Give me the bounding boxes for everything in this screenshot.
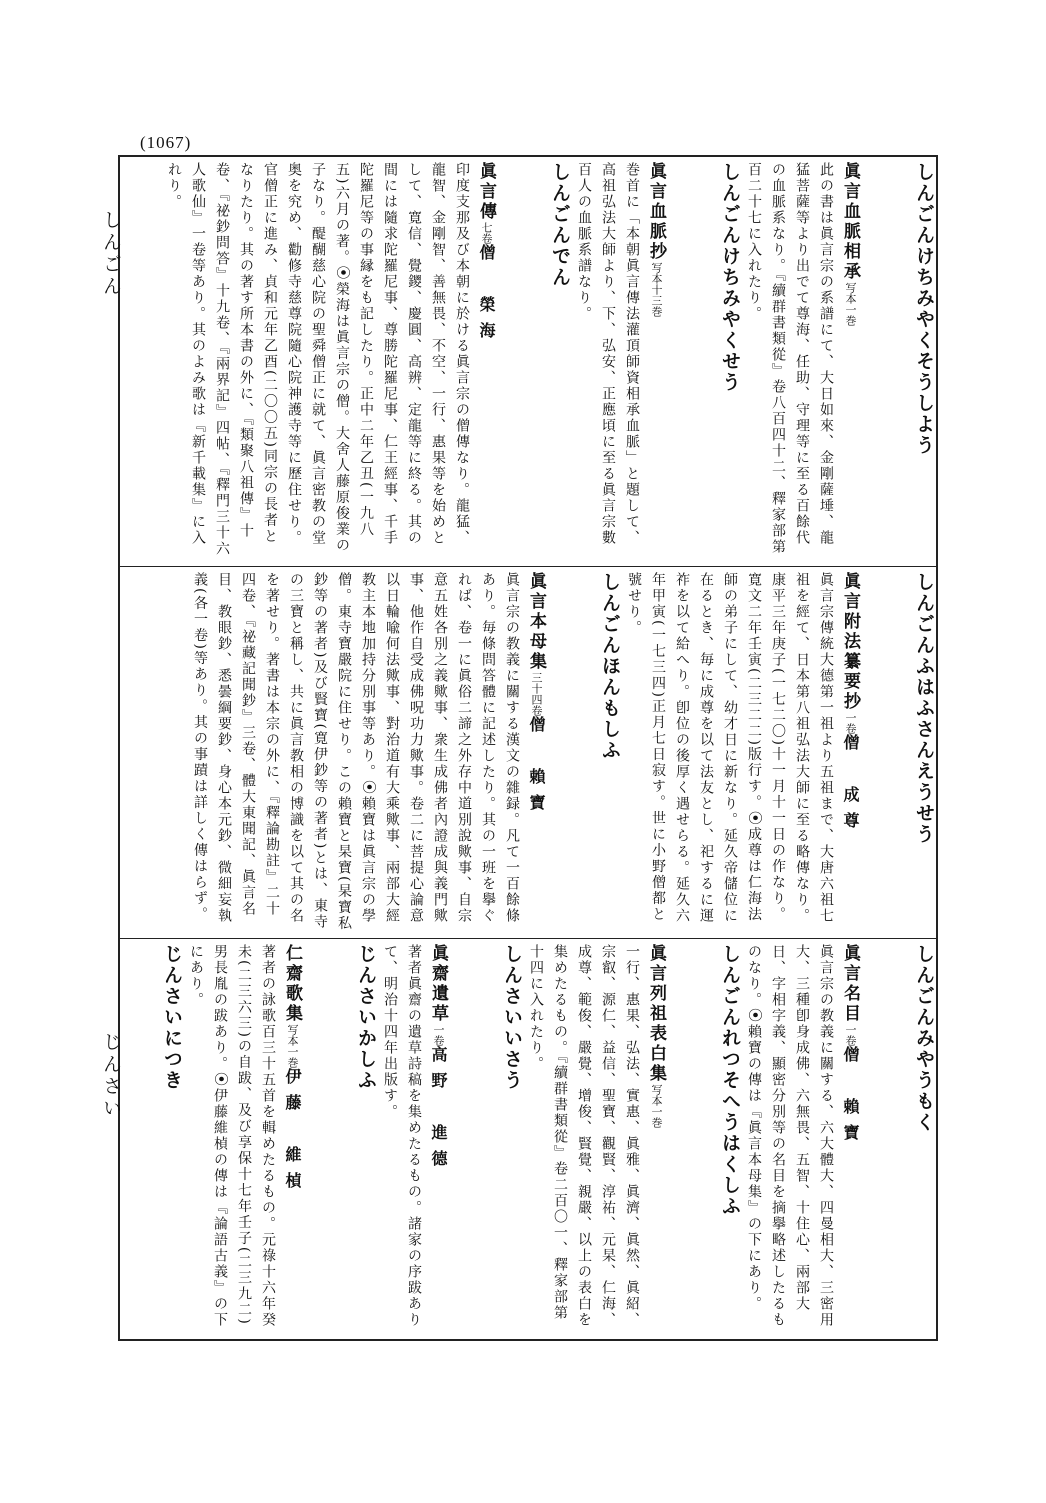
entry-volume-note: 一卷	[844, 712, 857, 734]
entry-reading: しんごんけちみやくそうしよう	[913, 162, 935, 456]
entry-title: 眞言名目	[840, 944, 860, 1024]
dictionary-entry	[162, 162, 572, 560]
dictionary-entry	[188, 572, 622, 932]
entry-title: 眞言本母集	[526, 572, 546, 672]
entry-title: 眞言血脈抄	[646, 162, 666, 262]
entry-reading: しんごんでん	[549, 162, 571, 288]
entry-title-line	[644, 162, 716, 560]
page-number: (1067)	[140, 133, 192, 152]
entry-reading: じんさいにつき	[161, 944, 183, 1091]
dictionary-entry	[742, 162, 936, 560]
entry-body: 眞言宗の教義に關する漢文の雜録。凡て一百餘條あり。毎條問答體に記述したり。其の一班を擧ぐれば、卷一に眞俗二諦之外存中道別說歟事、自宗意五姓各別之義歟事、衆生成佛者內證成與義門歟事、他作自受成佛呪功力歟事。卷二に菩提心論意以日輪喩何法歟事、對治道有大乘歟事、兩部大經教主本地加持分別事等あり。⦿賴寶は眞言宗の學僧。東寺寶嚴院に住せり。この賴寶と杲寶(杲寶私鈔等の著者)及び賢寶(寛伊鈔等の著者)とは、東寺の三寶と稱し、共に眞言教相の博識を以て其の名を著せり。著書は本宗の外に、『釋論勘註』二十四卷、『祕藏記聞鈔』三卷、體大東聞記、眞言名目、教眼鈔、悉曇綱要鈔、身心本元鈔、微細妄執義(各一卷)等あり。其の事蹟は詳しく傳はらず。	[192, 572, 520, 932]
entry-body: 印度支那及び本朝に於ける眞言宗の僧傳なり。龍猛、龍智、金剛智、善無畏、不空、一行、惠果等を始めとして、寛信、覺鑁、慶圓、高辨、定龍等に終る。其の間には隨求陀羅尼事、尊勝陀羅尼事、仁王經事、千手陀羅尼等の事縁をも記したり。正中二年乙丑(一九八五)六月の著。⦿榮海は眞言宗の僧。大舍人藤原俊業の子なり。醍醐慈心院の聖舜僧正に就て、眞言密教の堂奥を究め、勸修寺慈尊院隨心院神護寺等に歷住せり。官僧正に進み、貞和元年乙酉(二〇〇五)同宗の長者となりたり。其の著す所本書の外に、『類聚八祖傳』十卷、『祕鈔問答』十九卷、『兩界記』四帖、『釋門三十六人歌仙』一卷等あり。其のよみ歌は『新千載集』に入れり。	[166, 162, 470, 557]
entry-title-line	[426, 944, 498, 1334]
entry-title-line	[524, 572, 596, 932]
entry-band-top	[120, 162, 936, 560]
side-label-jinsai: じんさい	[100, 1032, 122, 1120]
dictionary-entry	[622, 572, 936, 932]
entry-band-middle	[120, 572, 936, 932]
entry-reading: しんさいいさう	[501, 944, 523, 1091]
band-divider	[118, 938, 938, 939]
entry-body: 著者の詠歌百三十五首を輯めたるもの。元祿十六年癸未(二三六三)の自跋、及び享保十七年壬子(二三九二)男長胤の跋あり。⦿伊藤維楨の傳は『論語古義』の下にあり。	[188, 944, 276, 1328]
entry-band-bottom	[120, 944, 936, 1334]
entry-reading: しんごんふはふさんえうせう	[913, 572, 935, 845]
entry-title-line	[474, 162, 546, 560]
entry-title-line	[644, 944, 716, 1334]
entry-volume-note: 三十四卷	[530, 672, 543, 716]
entry-volume-note: 一卷	[432, 1024, 445, 1046]
entry-volume-note: 一卷	[844, 1024, 857, 1046]
entry-author: 高野 進德	[429, 1046, 448, 1176]
entry-title-line	[838, 572, 910, 932]
entry-body: 眞言宗の教義に關する、六大體大、四曼相大、三密用大、三種卽身成佛、六無畏、五智、十住心、兩部大日、字相字義、顯密分別等の名目を摘擧略述したるものなり。⦿賴寶の傳は『眞言本母集』の下にあり。	[746, 944, 834, 1328]
entry-title: 眞言列祖表白集	[646, 944, 666, 1084]
entry-body: 眞言宗傳統大德第一祖より五祖まで、大唐六祖七祖を經て、日本第八祖弘法大師に至る略傳なり。康平三年庚子(一七二〇)十一月十一日の作なり。寛文二年壬寅(二三二二)版行す。⦿成尊は仁海法師の弟子にして、幼才日に新なり。延久帝儲位に在るとき、毎に成尊を以て法友とし、祀するに運祚を以て給へり。卽位の後厚く遇せらる。延久六年甲寅(一七三四)正月七日寂す。世に小野僧都と號せり。	[626, 572, 834, 924]
entry-body: 著者眞齋の遺草詩稿を集めたるもの。諸家の序跋ありて、明治十四年出版す。	[382, 944, 422, 1328]
entry-author: 僧 成尊	[841, 734, 860, 838]
dictionary-entry	[742, 944, 936, 1334]
dictionary-entry	[120, 944, 184, 1334]
entry-volume-note: 写本一巻	[286, 1024, 299, 1068]
entry-reading: しんごんみやうもく	[913, 944, 935, 1133]
entry-title-line	[280, 944, 352, 1334]
entry-title: 眞齋遺草	[428, 944, 448, 1024]
entry-body: 一行、惠果、弘法、實惠、眞雅、眞濟、眞然、眞紹、宗叡、源仁、益信、聖寶、觀賢、淳祐、元杲、仁海、成尊、範俊、嚴覺、增俊、賢覺、親嚴、以上の表白を集めたるもの。『續群書類從』卷二百〇一、釋家部第十四に入れたり。	[528, 944, 640, 1328]
entry-body: 巻首に「本朝眞言傳法灌頂師資相承血脈」と題して、高祖弘法大師より、下、弘安、正應頃に至る眞言宗數百人の血脈系譜なり。	[576, 162, 640, 546]
entry-title-line	[120, 944, 158, 1334]
dictionary-entry	[572, 162, 742, 560]
entry-body: 此の書は眞言宗の系譜にて、大日如來、金剛薩埵、龍猛菩薩等より出でて尊海、任助、守理等に至る百餘代の血脈系なり。『續群書類從』卷八百四十二、釋家部第百二十七に入れたり。	[746, 162, 834, 555]
dictionary-entry	[184, 944, 378, 1334]
side-label-shingon: しんごん	[100, 210, 122, 298]
entry-volume-note: 写本一巻	[844, 282, 857, 326]
entry-author: 僧 賴寶	[527, 716, 546, 820]
entry-author: 伊藤 維楨	[283, 1068, 302, 1198]
entry-title-line	[838, 162, 910, 560]
entry-volume-note: 七卷	[480, 222, 493, 244]
entry-author: 僧 賴寶	[841, 1046, 860, 1150]
entry-reading: しんごんほんもしふ	[599, 572, 621, 761]
entry-title: 眞言附法纂要抄	[840, 572, 860, 712]
entry-title-line	[838, 944, 910, 1334]
entry-reading: じんさいかしふ	[355, 944, 377, 1091]
band-divider	[118, 566, 938, 567]
entry-reading: しんごんけちみやくせう	[719, 162, 741, 393]
entry-volume-note: 写本一巻	[650, 1084, 663, 1128]
entry-reading: しんごんれつそへうはくしふ	[719, 944, 741, 1217]
entry-author: 僧 榮海	[477, 244, 496, 348]
entry-title: 眞言血脈相承	[840, 162, 860, 282]
dictionary-entry	[524, 944, 742, 1334]
entry-title: 眞言傳	[476, 162, 496, 222]
entry-volume-note: 写本十三巻	[650, 262, 663, 317]
entry-title: 仁齋歌集	[282, 944, 302, 1024]
dictionary-entry	[378, 944, 524, 1334]
